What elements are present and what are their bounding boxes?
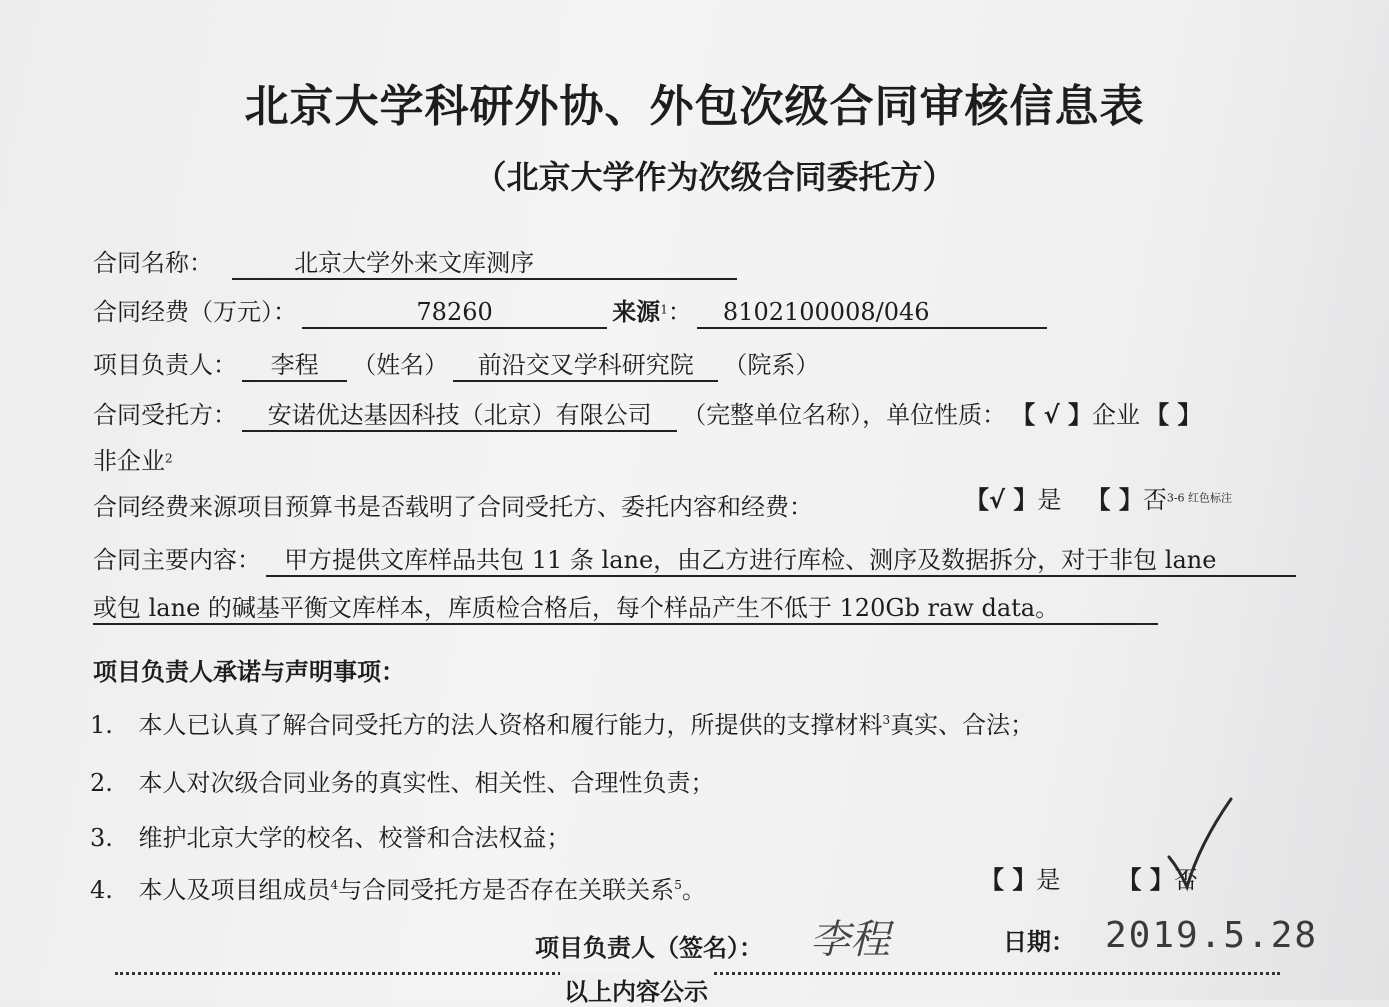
declaration-num: 4. — [90, 876, 113, 904]
contract-fee-row — [93, 292, 1047, 329]
date-value: 2019.5.28 — [1105, 915, 1319, 956]
main-content-row — [93, 540, 1296, 577]
project-leader-name: 李程 — [242, 350, 347, 382]
relation-yes-checkbox[interactable]: 【 】 — [980, 866, 1037, 894]
declaration-item-3 — [90, 818, 571, 853]
declaration-num: 2. — [90, 769, 113, 797]
signature-value: 李程 — [810, 917, 890, 963]
declaration-item-1 — [90, 705, 1034, 740]
declaration-text: 本人及项目组成员 — [138, 876, 331, 904]
handwritten-check-mark — [1165, 795, 1235, 895]
date-label: 日期： — [1003, 928, 1075, 956]
form-subtitle: （北京大学作为次级合同委托方） — [474, 158, 955, 196]
declaration-text: 本人对次级合同业务的真实性、相关性、合理性负责； — [138, 769, 715, 797]
budget-no-label: 否 — [1142, 486, 1167, 514]
non-enterprise-label: 非企业 — [93, 447, 165, 475]
relation-no-checkbox[interactable]: 【 】 — [1117, 866, 1174, 894]
footnote-4: 4 — [330, 878, 339, 892]
source-value — [697, 297, 1047, 329]
declaration-item-4 — [90, 870, 706, 905]
form-title: 北京大学科研外协、外包次级合同审核信息表 — [244, 81, 1145, 132]
contract-name-label: 合同名称： — [93, 249, 213, 277]
footnote-5: 5 — [674, 878, 682, 892]
red-mark-note: 3-6 红色标注 — [1166, 491, 1233, 505]
budget-no-checkbox[interactable]: 【 】 — [1086, 486, 1143, 514]
contract-name-text: 北京大学外来文库测序 — [294, 249, 535, 277]
footer-text: 以上内容公示 — [560, 972, 712, 1007]
non-enterprise-footnote: 2 — [165, 451, 173, 466]
declaration-text-b: 真实、合法； — [890, 711, 1035, 739]
main-content-label: 合同主要内容： — [93, 546, 261, 574]
source-text: 8102100008/046 — [722, 298, 930, 326]
main-content-line2-row — [93, 588, 1158, 625]
footnote-3: 3 — [882, 713, 891, 727]
signature-label: 项目负责人（签名）： — [535, 934, 763, 962]
source-colon: ： — [667, 298, 692, 326]
enterprise-label: 企业 — [1092, 401, 1140, 429]
contractor-label: 合同受托方： — [93, 401, 237, 429]
contractor-row — [93, 395, 1201, 432]
declarations-heading: 项目负责人承诺与声明事项： — [93, 658, 405, 686]
contract-fee-label: 合同经费（万元）： — [93, 298, 297, 326]
source-label: 来源 — [612, 298, 661, 326]
name-hint: （姓名） — [352, 351, 449, 379]
declaration-num: 1. — [90, 711, 113, 739]
declaration-text: 本人已认真了解合同受托方的法人资格和履行能力，所提供的支撑材料 — [138, 711, 883, 739]
relation-yes-label: 是 — [1036, 866, 1061, 894]
declaration-text: 维护北京大学的校名、校誉和合法权益； — [138, 824, 571, 852]
project-leader-label: 项目负责人： — [93, 351, 237, 379]
budget-yes-label: 是 — [1037, 486, 1062, 514]
source-footnote: 1 — [660, 302, 668, 317]
relation-no-label: 否 — [1173, 866, 1198, 894]
main-content-line1: 甲方提供文库样品共包 11 条 lane，由乙方进行库检、测序及数据拆分，对于非包 lane — [266, 540, 1296, 577]
budget-yes-checkbox[interactable]: 【√ 】 — [965, 486, 1038, 514]
contractor-hint: （完整单位名称），单位性质： — [682, 401, 1007, 429]
contract-name-value — [232, 248, 737, 280]
declaration-item-2 — [90, 763, 715, 798]
enterprise-checkbox[interactable]: 【 √ 】 — [1011, 401, 1092, 429]
declaration-num: 3. — [90, 824, 113, 852]
budget-answer — [965, 480, 1232, 515]
declaration-text-c: 。 — [681, 876, 706, 904]
non-enterprise-checkbox[interactable]: 【 】 — [1145, 401, 1202, 429]
main-content-line2: 或包 lane 的碱基平衡文库样本，库质检合格后，每个样品产生不低于 120Gb raw data。 — [93, 588, 1158, 625]
department-value: 前沿交叉学科研究院 — [453, 350, 718, 382]
contract-name-row — [93, 243, 737, 280]
project-leader-row — [93, 345, 819, 382]
contract-fee-value: 78260 — [302, 297, 607, 329]
declaration-text-b: 与合同受托方是否存在关联关系 — [338, 876, 675, 904]
non-enterprise-row — [93, 441, 173, 476]
department-hint: （院系） — [723, 351, 820, 379]
contractor-value: 安诺优达基因科技（北京）有限公司 — [242, 400, 677, 432]
budget-question-text: 合同经费来源项目预算书是否载明了合同受托方、委托内容和经费： — [93, 493, 813, 521]
